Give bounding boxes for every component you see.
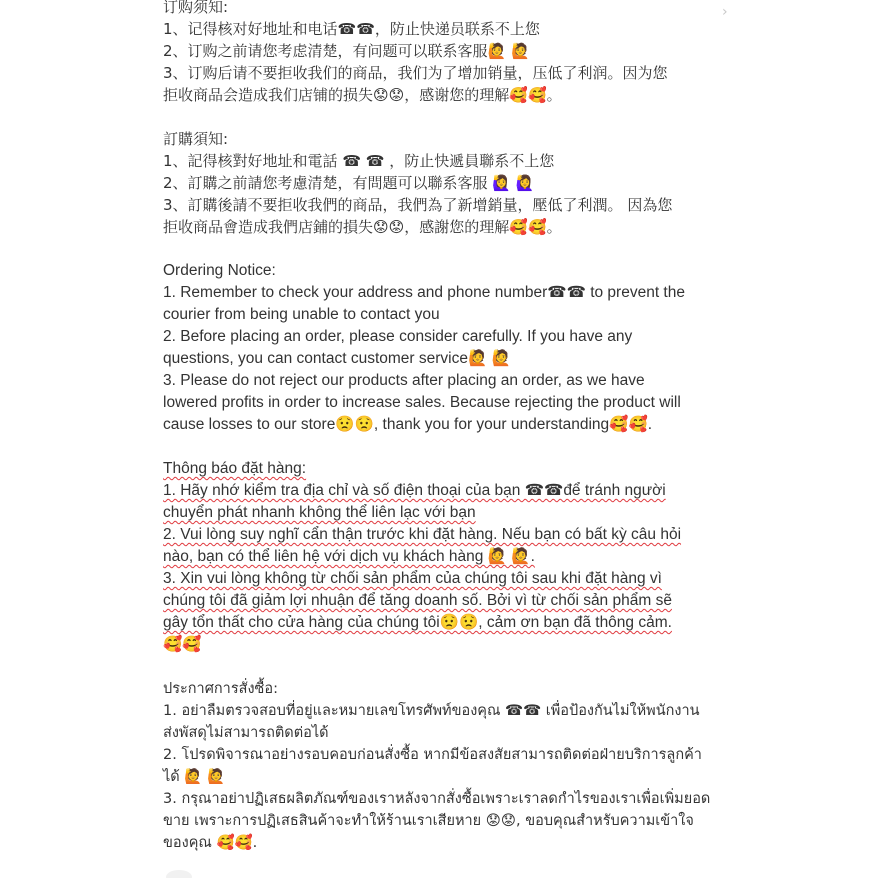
notice-line: ได้ 🙋 🙋 (163, 769, 226, 785)
notice-line: 1、记得核对好地址和电话☎☎，防止快递员联系不上您 (163, 20, 540, 38)
section-heading: 訂購須知: (163, 130, 229, 148)
section-english (163, 260, 723, 436)
notice-line: 2. Vui lòng suy nghĩ cẩn thận trước khi đặt hàng. Nếu bạn có bất kỳ câu hỏi (163, 526, 682, 543)
notice-line: 1. Remember to check your address and phone number☎☎ to prevent the (163, 284, 685, 301)
notice-line: ขาย เพราะการปฏิเสธสินค้าจะทำให้ร้านเราเสียหาย 😟😟, ขอบคุณสำหรับความเข้าใจ (163, 813, 694, 829)
notice-line: lowered profits in order to increase sales. Because rejecting the product will (163, 394, 681, 411)
notice-line: ของคุณ 🥰🥰. (163, 835, 258, 851)
notice-line: 拒收商品會造成我們店鋪的損失😟😟，感謝您的理解🥰🥰。 (163, 218, 562, 236)
notice-line: 1. Hãy nhớ kiểm tra địa chỉ và số điện thoại của bạn ☎☎để tránh người (163, 482, 666, 499)
notice-line: chúng tôi đã giảm lợi nhuận để tăng doanh số. Bởi vì từ chối sản phẩm sẽ (163, 592, 672, 609)
notice-line: 2. Before placing an order, please consider carefully. If you have any (163, 328, 633, 345)
notice-line: 3. กรุณาอย่าปฏิเสธผลิตภัณฑ์ของเราหลังจากสั่งซื้อเพราะเราลดกำไรของเราเพื่อเพิ่มยอด (163, 791, 711, 807)
notice-line: 拒收商品会造成我们店铺的损失😟😟，感谢您的理解🥰🥰。 (163, 86, 562, 104)
notice-line: 3. Please do not reject our products after placing an order, as we have (163, 372, 645, 389)
notice-line: 3. Xin vui lòng không từ chối sản phẩm của chúng tôi sau khi đặt hàng vì (163, 570, 662, 587)
section-heading: Ordering Notice: (163, 262, 276, 279)
notice-line: gây tổn thất cho cửa hàng của chúng tôi😟😟, cảm ơn bạn đã thông cảm. (163, 614, 672, 631)
notice-line: chuyển phát nhanh không thể liên lạc với bạn (163, 504, 476, 521)
notice-line: ส่งพัสดุไม่สามารถติดต่อได้ (163, 725, 329, 741)
notice-line: 3、订购后请不要拒收我们的商品，我们为了增加销量，压低了利润。因为您 (163, 64, 668, 82)
section-traditional-chinese (163, 128, 723, 238)
notice-line: questions, you can contact customer service🙋 🙋 (163, 350, 511, 367)
notice-line: 2、訂購之前請您考慮清楚，有問題可以聯系客服 🙋‍♀ 🙋‍♀ (163, 174, 535, 192)
notice-line: 2. โปรดพิจารณาอย่างรอบคอบก่อนสั่งซื้อ หากมีข้อสงสัยสามารถติดต่อฝ่ายบริการลูกค้า (163, 747, 702, 763)
section-heading: 订购须知: (163, 0, 229, 16)
section-simplified-chinese (163, 0, 723, 106)
section-vietnamese (163, 458, 723, 656)
notice-line: cause losses to our store😟😟, thank you for your understanding🥰🥰. (163, 416, 653, 433)
notice-document (163, 0, 723, 876)
notice-line: nào, bạn có thể liên hệ với dịch vụ khách hàng 🙋 🙋. (163, 548, 535, 565)
notice-line: 🥰🥰 (163, 636, 202, 653)
notice-line: 3、訂購後請不要拒收我們的商品，我們為了新增銷量，壓低了利潤。 因為您 (163, 196, 673, 214)
section-heading: Thông báo đặt hàng: (163, 460, 307, 477)
notice-line: 1、記得核對好地址和電話 ☎ ☎ ，防止快遞員聯系不上您 (163, 152, 555, 170)
chevron-right-icon[interactable]: › (722, 4, 728, 20)
notice-line: 1. อย่าลืมตรวจสอบที่อยู่และหมายเลขโทรศัพท์ของคุณ ☎☎ เพื่อป้องกันไม่ให้พนักงาน (163, 703, 700, 719)
section-heading: ประกาศการสั่งซื้อ: (163, 681, 278, 697)
notice-line: courier from being unable to contact you (163, 306, 440, 323)
section-thai (163, 678, 723, 854)
scroll-indicator[interactable] (166, 870, 192, 878)
notice-line: 2、订购之前请您考虑清楚，有问题可以联系客服🙋 🙋 (163, 42, 530, 60)
